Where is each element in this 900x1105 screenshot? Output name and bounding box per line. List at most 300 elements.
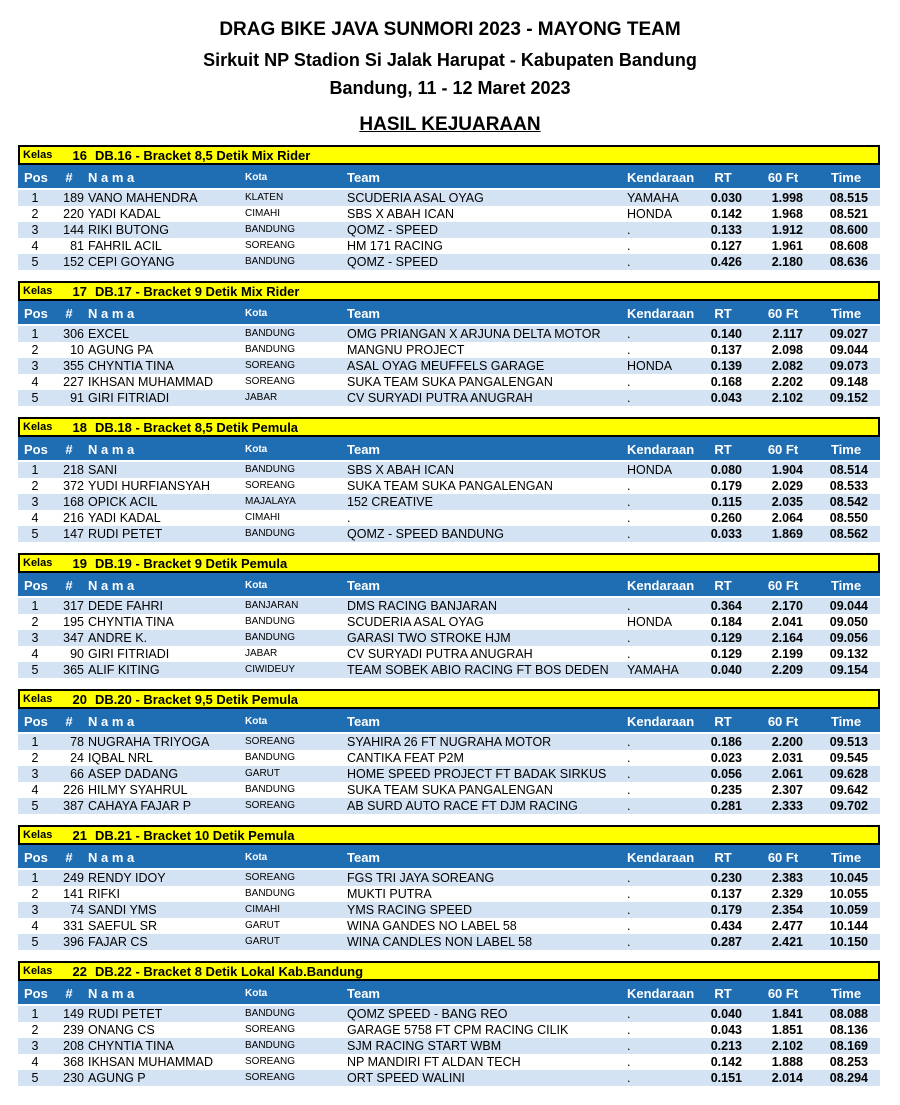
finish-time: 08.169 (829, 1039, 868, 1053)
sixty-feet: 2.383 (771, 871, 803, 885)
sixty-feet: 2.209 (771, 663, 803, 677)
rider-name: VANO MAHENDRA (88, 191, 198, 205)
rider-number: 249 (63, 871, 84, 885)
team: SYAHIRA 26 FT NUGRAHA MOTOR (347, 735, 552, 749)
rider-name: GIRI FITRIADI (88, 391, 170, 405)
city: BANDUNG (245, 1008, 296, 1019)
reaction-time: 0.142 (710, 207, 742, 221)
rider-number: 168 (63, 495, 84, 509)
finish-time: 09.513 (829, 735, 868, 749)
finish-time: 09.628 (829, 767, 868, 781)
table-row (18, 462, 880, 478)
table-row (18, 510, 880, 526)
rider-number: 368 (63, 1055, 84, 1069)
team: CANTIKA FEAT P2M (347, 751, 464, 765)
sixty-feet: 2.102 (771, 391, 803, 405)
rider-name: RUDI PETET (88, 527, 163, 541)
finish-time: 09.154 (829, 663, 868, 677)
class-label: Kelas (23, 829, 53, 841)
sixty-feet: 2.041 (771, 615, 803, 629)
finish-time: 08.514 (829, 463, 868, 477)
team: 152 CREATIVE (347, 495, 433, 509)
column-header-ft: 60 Ft (767, 442, 799, 457)
column-header-ft: 60 Ft (767, 170, 799, 185)
pos: 4 (31, 919, 39, 933)
vehicle: HONDA (627, 359, 673, 373)
rider-number: 208 (63, 1039, 84, 1053)
city: SOREANG (245, 736, 296, 747)
rider-number: 372 (63, 479, 84, 493)
class-label: Kelas (23, 965, 53, 977)
sixty-feet: 1.851 (771, 1023, 803, 1037)
pos: 1 (31, 1007, 39, 1021)
city: CIWIDEUY (245, 664, 295, 675)
team: SUKA TEAM SUKA PANGALENGAN (347, 783, 553, 797)
class-title: DB.21 - Bracket 10 Detik Pemula (95, 827, 295, 843)
reaction-time: 0.129 (710, 647, 742, 661)
vehicle: YAMAHA (627, 191, 679, 205)
reaction-time: 0.168 (710, 375, 742, 389)
pos: 3 (31, 223, 39, 237)
results-table (18, 734, 880, 814)
pos: 5 (31, 935, 39, 949)
table-row (18, 766, 880, 782)
rider-name: CHYNTIA TINA (88, 359, 174, 373)
table-row (18, 358, 880, 374)
table-row (18, 630, 880, 646)
class-title: DB.17 - Bracket 9 Detik Mix Rider (95, 283, 300, 299)
vehicle: . (627, 495, 631, 509)
table-row (18, 222, 880, 238)
sixty-feet: 1.961 (771, 239, 803, 253)
team: MUKTI PUTRA (347, 887, 432, 901)
city: CIMAHI (245, 512, 280, 523)
city: BANDUNG (245, 224, 296, 235)
sixty-feet: 2.098 (771, 343, 803, 357)
team: SBS X ABAH ICAN (347, 463, 454, 477)
team: QOMZ - SPEED (347, 255, 438, 269)
column-header-row (18, 437, 880, 462)
column-header-rt: RT (714, 442, 732, 457)
finish-time: 08.136 (829, 1023, 868, 1037)
city: GARUT (245, 920, 280, 931)
pos: 3 (31, 359, 39, 373)
city: MAJALAYA (245, 496, 296, 507)
column-header-rt: RT (714, 850, 732, 865)
column-header-pos: Pos (24, 578, 48, 593)
rider-number: 90 (70, 647, 84, 661)
pos: 3 (31, 1039, 39, 1053)
table-row (18, 1022, 880, 1038)
column-header-kota: Kota (245, 716, 268, 727)
class-header-bar (18, 281, 880, 301)
column-header-team: Team (347, 850, 380, 865)
column-header-no: # (65, 442, 73, 457)
results-table (18, 326, 880, 406)
reaction-time: 0.043 (710, 1023, 742, 1037)
rider-number: 91 (70, 391, 84, 405)
city: BANDUNG (245, 464, 296, 475)
column-header-kendaraan: Kendaraan (627, 850, 695, 865)
table-row (18, 734, 880, 750)
vehicle: . (627, 735, 631, 749)
rider-number: 387 (63, 799, 84, 813)
finish-time: 08.608 (829, 239, 868, 253)
column-header-time: Time (830, 442, 862, 457)
column-header-kendaraan: Kendaraan (627, 986, 695, 1001)
reaction-time: 0.127 (710, 239, 742, 253)
finish-time: 08.253 (829, 1055, 868, 1069)
rider-number: 355 (63, 359, 84, 373)
sixty-feet: 1.888 (771, 1055, 803, 1069)
reaction-time: 0.133 (710, 223, 742, 237)
sixty-feet: 2.421 (771, 935, 803, 949)
city: BANDUNG (245, 344, 296, 355)
rider-number: 365 (63, 663, 84, 677)
table-row (18, 886, 880, 902)
column-header-no: # (65, 170, 73, 185)
team: YMS RACING SPEED (347, 903, 473, 917)
rider-name: IKHSAN MUHAMMAD (88, 1055, 214, 1069)
team: QOMZ - SPEED (347, 223, 438, 237)
column-header-kendaraan: Kendaraan (627, 714, 695, 729)
team: MANGNU PROJECT (347, 343, 465, 357)
column-header-kendaraan: Kendaraan (627, 578, 695, 593)
city: JABAR (245, 392, 278, 403)
column-header-time: Time (830, 986, 862, 1001)
pos: 2 (31, 615, 39, 629)
column-header-nama: N a m a (88, 442, 135, 457)
finish-time: 09.702 (829, 799, 868, 813)
column-header-time: Time (830, 714, 862, 729)
column-header-rt: RT (714, 306, 732, 321)
table-row (18, 206, 880, 222)
column-header-pos: Pos (24, 170, 48, 185)
sixty-feet: 1.912 (771, 223, 803, 237)
rider-number: 331 (63, 919, 84, 933)
column-header-kota: Kota (245, 172, 268, 183)
reaction-time: 0.139 (710, 359, 742, 373)
reaction-time: 0.230 (710, 871, 742, 885)
column-header-kota: Kota (245, 308, 268, 319)
pos: 5 (31, 255, 39, 269)
rider-name: SAEFUL SR (88, 919, 158, 933)
column-header-row (18, 845, 880, 870)
sixty-feet: 2.354 (771, 903, 803, 917)
pos: 2 (31, 1023, 39, 1037)
class-header-bar (18, 145, 880, 165)
pos: 1 (31, 599, 39, 613)
column-header-team: Team (347, 578, 380, 593)
table-row (18, 782, 880, 798)
city: BANDUNG (245, 328, 296, 339)
team: GARAGE 5758 FT CPM RACING CILIK (347, 1023, 569, 1037)
team: CV SURYADI PUTRA ANUGRAH (347, 647, 533, 661)
city: SOREANG (245, 1056, 296, 1067)
column-header-nama: N a m a (88, 986, 135, 1001)
pos: 5 (31, 663, 39, 677)
rider-name: ONANG CS (88, 1023, 155, 1037)
vehicle: . (627, 343, 631, 357)
sixty-feet: 2.164 (771, 631, 803, 645)
city: CIMAHI (245, 904, 280, 915)
pos: 2 (31, 751, 39, 765)
city: CIMAHI (245, 208, 280, 219)
vehicle: . (627, 1039, 631, 1053)
rider-name: ASEP DADANG (88, 767, 179, 781)
vehicle: . (627, 935, 631, 949)
reaction-time: 0.142 (710, 1055, 742, 1069)
sixty-feet: 1.904 (771, 463, 803, 477)
class-title: DB.18 - Bracket 8,5 Detik Pemula (95, 419, 299, 435)
finish-time: 08.600 (829, 223, 868, 237)
city: GARUT (245, 936, 280, 947)
table-row (18, 614, 880, 630)
rider-name: DEDE FAHRI (88, 599, 164, 613)
sixty-feet: 1.869 (771, 527, 803, 541)
team: . (347, 511, 351, 525)
class-header-bar (18, 553, 880, 573)
class-section (18, 145, 880, 270)
finish-time: 10.055 (829, 887, 868, 901)
column-header-kota: Kota (245, 852, 268, 863)
rider-number: 216 (63, 511, 84, 525)
vehicle: . (627, 919, 631, 933)
rider-number: 317 (63, 599, 84, 613)
rider-name: RIFKI (88, 887, 120, 901)
pos: 1 (31, 327, 39, 341)
pos: 3 (31, 903, 39, 917)
pos: 4 (31, 375, 39, 389)
table-row (18, 1038, 880, 1054)
vehicle: . (627, 887, 631, 901)
column-header-nama: N a m a (88, 714, 135, 729)
vehicle: . (627, 647, 631, 661)
rider-name: SANI (88, 463, 118, 477)
pos: 2 (31, 887, 39, 901)
finish-time: 09.148 (829, 375, 868, 389)
pos: 4 (31, 511, 39, 525)
city: SOREANG (245, 240, 296, 251)
sixty-feet: 2.029 (771, 479, 803, 493)
table-row (18, 918, 880, 934)
column-header-no: # (65, 986, 73, 1001)
rider-number: 152 (63, 255, 84, 269)
column-header-row (18, 165, 880, 190)
sixty-feet: 1.998 (771, 191, 803, 205)
city: BANDUNG (245, 616, 296, 627)
reaction-time: 0.235 (710, 783, 742, 797)
class-section (18, 553, 880, 678)
pos: 3 (31, 495, 39, 509)
rider-name: RIKI BUTONG (88, 223, 170, 237)
rider-name: SANDI YMS (88, 903, 157, 917)
finish-time: 08.550 (829, 511, 868, 525)
column-header-rt: RT (714, 714, 732, 729)
pos: 2 (31, 479, 39, 493)
vehicle: . (627, 751, 631, 765)
finish-time: 09.050 (829, 615, 868, 629)
class-section (18, 417, 880, 542)
column-header-kendaraan: Kendaraan (627, 442, 695, 457)
table-row (18, 526, 880, 542)
reaction-time: 0.137 (710, 343, 742, 357)
rider-number: 74 (70, 903, 84, 917)
rider-name: EXCEL (88, 327, 129, 341)
sixty-feet: 1.968 (771, 207, 803, 221)
reaction-time: 0.040 (710, 663, 742, 677)
finish-time: 09.044 (829, 343, 868, 357)
team: TEAM SOBEK ABIO RACING FT BOS DEDEN (347, 663, 609, 677)
sixty-feet: 2.199 (771, 647, 803, 661)
reaction-time: 0.151 (710, 1071, 742, 1085)
rider-number: 220 (63, 207, 84, 221)
city: SOREANG (245, 376, 296, 387)
city: SOREANG (245, 480, 296, 491)
rider-number: 239 (63, 1023, 84, 1037)
rider-name: AGUNG PA (88, 343, 154, 357)
class-label: Kelas (23, 421, 53, 433)
rider-number: 149 (63, 1007, 84, 1021)
sixty-feet: 2.333 (771, 799, 803, 813)
sixty-feet: 2.477 (771, 919, 803, 933)
reaction-time: 0.287 (710, 935, 742, 949)
vehicle: . (627, 375, 631, 389)
vehicle: . (627, 527, 631, 541)
vehicle: . (627, 903, 631, 917)
city: BANDUNG (245, 888, 296, 899)
vehicle: . (627, 599, 631, 613)
class-label: Kelas (23, 149, 53, 161)
class-section (18, 961, 880, 1086)
city: BANDUNG (245, 256, 296, 267)
column-header-nama: N a m a (88, 850, 135, 865)
class-number: 19 (72, 555, 87, 571)
city: SOREANG (245, 1024, 296, 1035)
finish-time: 09.044 (829, 599, 868, 613)
vehicle: . (627, 391, 631, 405)
finish-time: 09.073 (829, 359, 868, 373)
sixty-feet: 2.082 (771, 359, 803, 373)
city: SOREANG (245, 800, 296, 811)
class-label: Kelas (23, 557, 53, 569)
finish-time: 08.521 (829, 207, 868, 221)
rider-name: FAHRIL ACIL (88, 239, 162, 253)
vehicle: HONDA (627, 463, 673, 477)
column-header-kota: Kota (245, 580, 268, 591)
reaction-time: 0.179 (710, 903, 742, 917)
sixty-feet: 2.061 (771, 767, 803, 781)
class-header-bar (18, 825, 880, 845)
rider-number: 141 (63, 887, 84, 901)
rider-number: 81 (70, 239, 84, 253)
class-number: 20 (72, 691, 87, 707)
rider-number: 396 (63, 935, 84, 949)
pos: 1 (31, 191, 39, 205)
circuit-name: Sirkuit NP Stadion Si Jalak Harupat - Kabupaten Bandung (203, 50, 697, 70)
team: SUKA TEAM SUKA PANGALENGAN (347, 479, 553, 493)
column-header-no: # (65, 578, 73, 593)
pos: 5 (31, 527, 39, 541)
city: BANJARAN (245, 600, 299, 611)
rider-name: IKHSAN MUHAMMAD (88, 375, 214, 389)
result-title: HASIL KEJUARAAN (359, 114, 541, 135)
rider-name: RENDY IDOY (88, 871, 166, 885)
class-title: DB.22 - Bracket 8 Detik Lokal Kab.Bandung (95, 963, 364, 979)
pos: 5 (31, 1071, 39, 1085)
table-row (18, 1054, 880, 1070)
rider-number: 189 (63, 191, 84, 205)
column-header-rt: RT (714, 170, 732, 185)
team: SUKA TEAM SUKA PANGALENGAN (347, 375, 553, 389)
reaction-time: 0.040 (710, 1007, 742, 1021)
class-number: 22 (72, 963, 87, 979)
reaction-time: 0.426 (710, 255, 742, 269)
reaction-time: 0.434 (710, 919, 742, 933)
vehicle: . (627, 783, 631, 797)
table-row (18, 662, 880, 678)
class-label: Kelas (23, 285, 53, 297)
table-row (18, 390, 880, 406)
city: JABAR (245, 648, 278, 659)
column-header-row (18, 301, 880, 326)
column-header-kota: Kota (245, 444, 268, 455)
team: HM 171 RACING (347, 239, 443, 253)
team: SBS X ABAH ICAN (347, 207, 454, 221)
vehicle: YAMAHA (627, 663, 679, 677)
column-header-row (18, 709, 880, 734)
finish-time: 10.144 (829, 919, 868, 933)
pos: 4 (31, 783, 39, 797)
rider-name: YADI KADAL (88, 511, 161, 525)
rider-name: FAJAR CS (88, 935, 148, 949)
column-header-time: Time (830, 170, 862, 185)
team: ASAL OYAG MEUFFELS GARAGE (347, 359, 545, 373)
reaction-time: 0.140 (710, 327, 742, 341)
column-header-ft: 60 Ft (767, 986, 799, 1001)
column-header-team: Team (347, 442, 380, 457)
rider-name: CHYNTIA TINA (88, 615, 174, 629)
class-title: DB.20 - Bracket 9,5 Detik Pemula (95, 691, 299, 707)
column-header-time: Time (830, 850, 862, 865)
reaction-time: 0.260 (710, 511, 742, 525)
reaction-time: 0.056 (710, 767, 742, 781)
city: GARUT (245, 768, 280, 779)
column-header-nama: N a m a (88, 578, 135, 593)
class-section (18, 689, 880, 814)
column-header-nama: N a m a (88, 306, 135, 321)
rider-name: CAHAYA FAJAR P (88, 799, 192, 813)
vehicle: . (627, 327, 631, 341)
reaction-time: 0.023 (710, 751, 742, 765)
rider-number: 226 (63, 783, 84, 797)
finish-time: 09.056 (829, 631, 868, 645)
table-row (18, 326, 880, 342)
city: SOREANG (245, 360, 296, 371)
vehicle: . (627, 631, 631, 645)
city: BANDUNG (245, 784, 296, 795)
event-date: Bandung, 11 - 12 Maret 2023 (329, 78, 571, 98)
pos: 5 (31, 391, 39, 405)
table-row (18, 934, 880, 950)
class-header-bar (18, 961, 880, 981)
sixty-feet: 2.202 (771, 375, 803, 389)
class-title: DB.19 - Bracket 9 Detik Pemula (95, 555, 288, 571)
finish-time: 10.150 (829, 935, 868, 949)
class-label: Kelas (23, 693, 53, 705)
team: SCUDERIA ASAL OYAG (347, 191, 484, 205)
rider-number: 347 (63, 631, 84, 645)
